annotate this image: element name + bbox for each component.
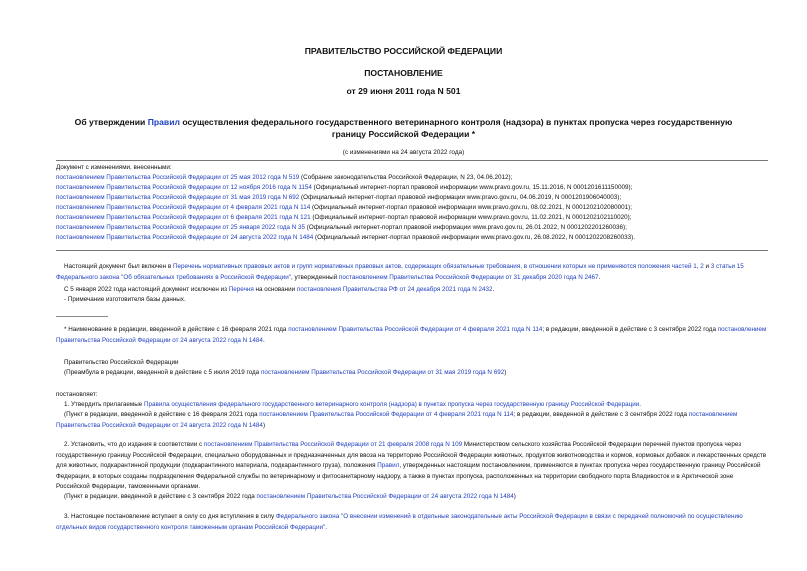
footnote-text: ; в редакции, введенной в действие с 3 сентября 2022 года xyxy=(542,326,718,333)
clause-3-text: . xyxy=(325,523,328,531)
amendment-source: (Официальный интернет-портал правовой информации www.pravo.gov.ru, 08.02.2021, N 0001202102080001); xyxy=(310,204,632,211)
title-text-end: осуществления федерального государственного ветеринарного контроля (надзора) в пунктах пропуска через государственную границу Российской Федерации * xyxy=(179,117,733,139)
footnote-link-114[interactable]: постановлением Правительства Российской Федерации от 4 февраля 2021 года N 114 xyxy=(288,326,543,333)
amendment-link[interactable]: постановлением Правительства Российской Федерации от 12 ноября 2016 года N 1154 xyxy=(56,184,312,191)
resolution-109-link[interactable]: постановлением Правительства Российской Федерации от 21 февраля 2008 года N 109 xyxy=(203,441,463,448)
amendment-link[interactable]: постановлением Правительства Российской Федерации от 6 февраля 2021 года N 121 xyxy=(56,214,311,221)
inclusion-text: . xyxy=(598,273,601,281)
clause-2-rules-link[interactable]: Правил xyxy=(377,462,400,469)
amendment-item xyxy=(56,183,632,193)
amendment-source: (Официальный интернет-портал правовой информации www.pravo.gov.ru, 26.01.2022, N 0001202201260036); xyxy=(305,224,627,231)
clause-2-note-text: ) xyxy=(513,493,516,500)
amendment-item xyxy=(56,193,621,203)
clause-1-link-1484[interactable]: постановлением Правительства Российской Федерации от 24 августа 2022 года N 1484 xyxy=(56,411,738,429)
amendment-item xyxy=(56,233,635,243)
clause-1 xyxy=(64,400,641,410)
clause-3 xyxy=(56,512,768,533)
footnote-link-1484[interactable]: постановлением Правительства Российской Федерации от 24 августа 2022 года N 1484 xyxy=(56,326,767,344)
inclusion-paragraph xyxy=(56,262,768,283)
list-link[interactable]: Перечня xyxy=(228,286,254,293)
amendment-item xyxy=(56,223,627,233)
exclusion-paragraph xyxy=(64,285,494,295)
inclusion-text: , утвержденный xyxy=(291,273,339,281)
decides-label: постановляет: xyxy=(56,391,98,398)
clause-1-note xyxy=(56,410,768,431)
exclusion-text: С 5 января 2022 года настоящий документ исключен из xyxy=(64,286,229,293)
rules-link[interactable]: Правила осуществления федерального государственного ветеринарного контроля (надзора) в пунктах пропуска через государственную границу Российской Федерации xyxy=(144,401,640,408)
amendment-source: (Официальный интернет-портал правовой информации www.pravo.gov.ru, 11.02.2021, N 0001202102110020); xyxy=(310,214,632,221)
amendment-item xyxy=(56,173,512,183)
clause-2-text: , утвержденных настоящим постановлением, применяются в пунктах пропуска через государственную границу Российской Федерации, в которых созданы подразделения Федеральной службы по ветеринарному и фитосанитарному надзору, а также в пунктах пропуска, расположенных на территории свободного порта Владивосток и в Арктической зоне Российской Федерации, таможенными органами. xyxy=(56,462,761,490)
clause-1-note-text: ; в редакции, введенной в действие с 3 сентября 2022 года xyxy=(513,411,689,418)
amendment-source: (Официальный интернет-портал правовой информации www.pravo.gov.ru, 04.06.2019, N 0001201906040003); xyxy=(299,194,622,201)
footnote-divider xyxy=(56,316,108,317)
clause-2-text: 2. Установить, что до издания в соответствии с xyxy=(64,441,204,448)
amendment-item xyxy=(56,203,632,213)
part-2-link[interactable]: 2 xyxy=(700,263,704,270)
title-text-start: Об утверждении xyxy=(74,117,148,127)
clause-1-text: 1. Утвердить прилагаемые xyxy=(64,401,144,408)
preamble-note-text: (Преамбула в редакции, введенной в действие с 5 июля 2019 года xyxy=(64,369,261,376)
exclusion-text: . xyxy=(492,286,495,293)
clause-1-text: . xyxy=(639,401,642,408)
footnote xyxy=(56,325,768,346)
database-note: - Примечание изготовителя базы данных. xyxy=(64,296,186,303)
amendment-link[interactable]: постановлением Правительства Российской Федерации от 31 мая 2019 года N 692 xyxy=(56,194,300,201)
clause-2-note xyxy=(64,492,516,502)
inclusion-text: Настоящий документ был включен в xyxy=(64,263,173,270)
footnote-text: . xyxy=(262,336,265,344)
inclusion-text: , xyxy=(696,263,701,270)
clause-2-note-text: (Пункт в редакции, введенной в действие с 3 сентября 2022 года xyxy=(64,493,257,500)
amendment-link[interactable]: постановлением Правительства Российской Федерации от 24 августа 2022 года N 1484 xyxy=(56,234,314,241)
clause-2 xyxy=(56,440,768,493)
document-date-number: от 29 июня 2011 года N 501 xyxy=(346,86,461,96)
clause-2-link-1484[interactable]: постановлением Правительства Российской Федерации от 24 августа 2022 года N 1484 xyxy=(256,493,514,500)
federal-law-link[interactable]: Федерального закона "О внесении изменений в отдельные законодательные акты Российской Федерации в связи с передачей полномочий по осуществлению отдельных видов государственного контроля таможенным органам Российской Федерации" xyxy=(56,513,743,531)
inclusion-text: и xyxy=(703,263,711,270)
amendment-source: (Собрание законодательства Российской Федерации, N 23, 04.06.2012); xyxy=(299,174,513,181)
edition-note: (с изменениями на 24 августа 2022 года) xyxy=(342,149,465,156)
document-title xyxy=(70,116,737,140)
amendment-link[interactable]: постановлением Правительства Российской Федерации от 4 февраля 2021 года N 114 xyxy=(56,204,311,211)
article-15-link[interactable]: 3 статьи 15 Федерального закона "Об обязательных требованиях в Российской Федерации" xyxy=(56,263,744,281)
issuing-authority: ПРАВИТЕЛЬСТВО РОССИЙСКОЙ ФЕДЕРАЦИИ xyxy=(304,46,503,56)
amendment-link[interactable]: постановлением Правительства Российской Федерации от 25 января 2022 года N 35 xyxy=(56,224,306,231)
amendment-source: (Официальный интернет-портал правовой информации www.pravo.gov.ru, 15.11.2016, N 0001201611150009); xyxy=(311,184,633,191)
resolution-2432-link[interactable]: постановления Правительства РФ от 24 декабря 2021 года N 2432 xyxy=(296,286,493,293)
clause-1-note-text: (Пункт в редакции, введенной в действие с 16 февраля 2021 года xyxy=(64,411,260,418)
resolution-2467-link[interactable]: постановлением Правительства Российской Федерации от 31 декабря 2020 года N 2467 xyxy=(338,273,599,281)
footnote-text: * Наименование в редакции, введенной в действие с 16 февраля 2021 года xyxy=(64,326,289,333)
exclusion-text: на основании xyxy=(253,286,297,293)
amendments-heading: Документ с изменениями, внесенными: xyxy=(56,164,172,171)
amendment-link[interactable]: постановлением Правительства Российской Федерации от 25 мая 2012 года N 519 xyxy=(56,174,300,181)
amendment-item xyxy=(56,213,632,223)
preamble-line: Правительство Российской Федерации xyxy=(64,359,179,366)
requirements-list-link[interactable]: Перечень нормативных правовых актов и групп нормативных правовых актов, содержащих обязательные требования, в отношении которых не применяются положения частей 1 xyxy=(173,263,697,270)
clause-1-note-text: ) xyxy=(262,421,266,429)
preamble-note xyxy=(64,368,506,378)
title-rules-link[interactable]: Правил xyxy=(147,117,180,127)
clause-1-link-114[interactable]: постановлением Правительства Российской Федерации от 4 февраля 2021 года N 114 xyxy=(259,411,514,418)
clause-2-text: Министерством сельского хозяйства Российской Федерации перечней пунктов пропуска через государственную границу Российской Федерации, специально оборудованных и предназначенных для ввоза на территорию Российской Федерации животных, продуктов животноводства и кормов, кормовых добавок и лекарственных средств для животных, подкарантинной продукции (подкарантинного материала, подкарантинного груза), положения xyxy=(56,441,767,469)
divider-top xyxy=(56,160,768,161)
divider-middle xyxy=(56,250,768,251)
preamble-link-692[interactable]: постановлением Правительства Российской Федерации от 31 мая 2019 года N 692 xyxy=(260,369,505,376)
clause-3-text: 3. Настоящее постановление вступает в силу со дня вступления в силу xyxy=(64,513,276,520)
amendment-source: (Официальный интернет-портал правовой информации www.pravo.gov.ru, 26.08.2022, N 0001202208260033). xyxy=(313,234,636,241)
preamble-note-text: ) xyxy=(504,369,507,376)
document-type: ПОСТАНОВЛЕНИЕ xyxy=(364,68,443,78)
